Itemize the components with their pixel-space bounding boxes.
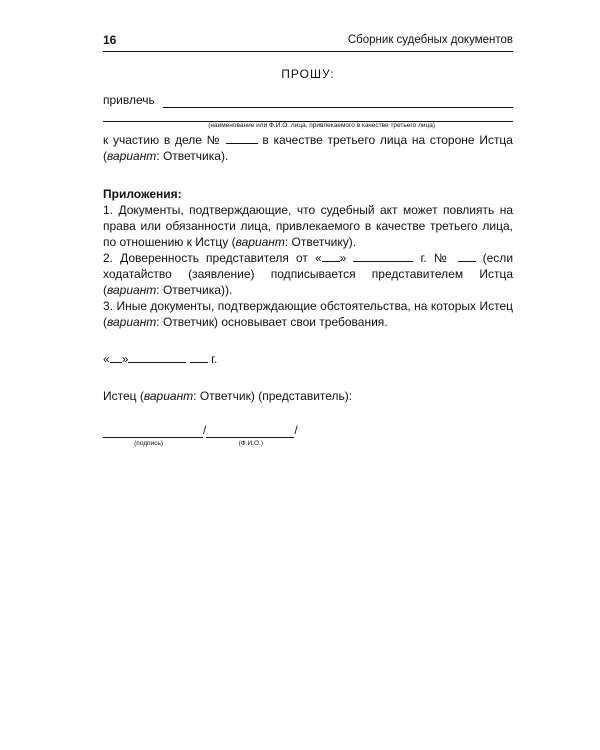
document-page bbox=[103, 32, 513, 448]
request-title: ПРОШУ: bbox=[281, 67, 335, 81]
attachment-item-1: 1. Документы, подтверждающие, что судебный акт может повлиять на права или обязанности лица, привлекаемого в качестве третьего лица, по отношению к Истцу (вариант: Ответчику). bbox=[103, 203, 513, 249]
involve-row bbox=[103, 92, 513, 108]
signer-line: Истец (вариант: Ответчик) (представитель): bbox=[103, 389, 353, 403]
page-header bbox=[103, 32, 513, 52]
caption-signature: (подпись) bbox=[134, 440, 163, 447]
attachment-item-3: 3. Иные документы, подтверждающие обстоятельства, на которых Истец (вариант: Ответчик) основывает свои требования. bbox=[103, 299, 513, 329]
signature-captions bbox=[103, 440, 513, 448]
signature-row: / / bbox=[103, 422, 513, 438]
involve-paragraph: к участию в деле № в качестве третьего лица на стороне Истца (вариант: Ответчика). bbox=[103, 133, 513, 163]
signature-line bbox=[103, 427, 203, 438]
caption-name: (Ф.И.О.) bbox=[238, 440, 263, 447]
involve-caption: (наименование или Ф.И.О. лица, привлекаемого в качестве третьего лица) bbox=[208, 122, 435, 129]
attachment-item-2: 2. Доверенность представителя от « » г. № (если ходатайство (заявление) подписывается представителем Истца (вариант: Ответчика)). bbox=[103, 251, 514, 297]
involve-label: привлечь bbox=[103, 93, 155, 107]
attachments-heading: Приложения: bbox=[103, 187, 182, 201]
running-title: Сборник судебных документов bbox=[347, 34, 513, 46]
involve-line bbox=[163, 107, 513, 108]
date-line: « » г. bbox=[103, 352, 218, 366]
name-line bbox=[206, 427, 294, 438]
page-number: 16 bbox=[103, 33, 117, 47]
involve-line-2 bbox=[103, 108, 513, 122]
